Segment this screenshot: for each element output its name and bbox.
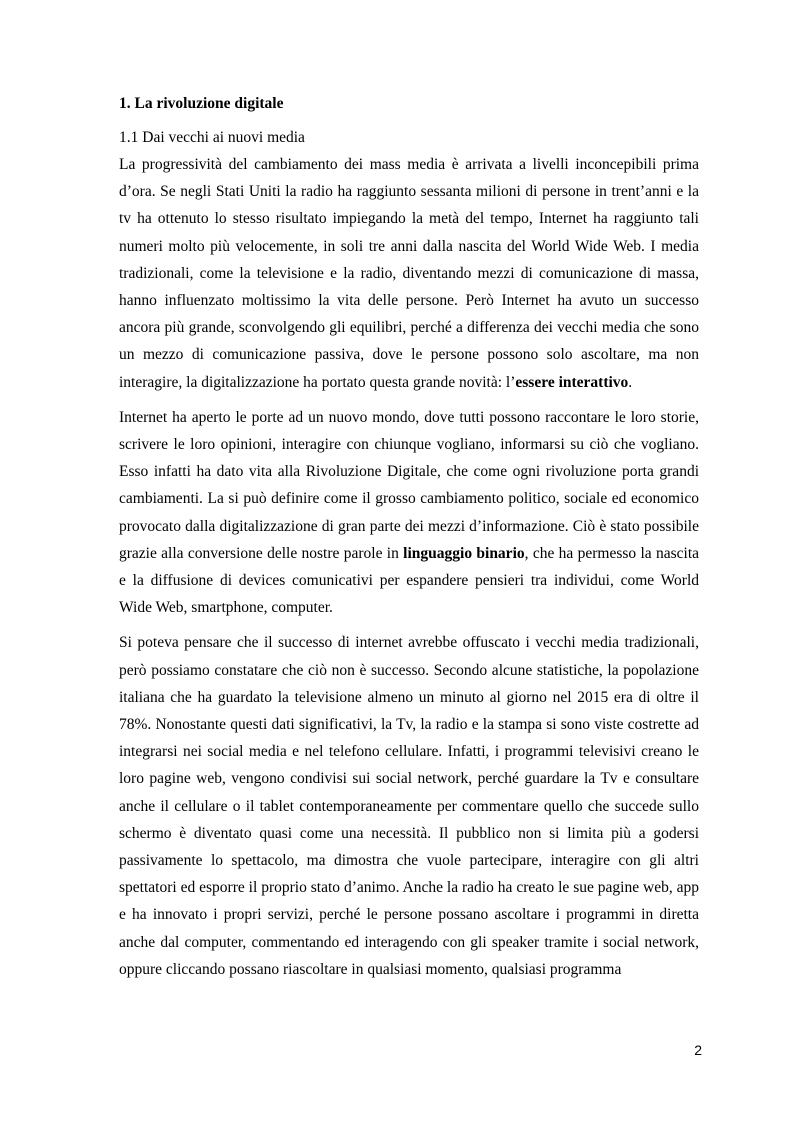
paragraph-2 <box>119 404 699 622</box>
page-number: 2 <box>694 1042 702 1058</box>
paragraph-1-text: La progressività del cambiamento dei mass media è arrivata a livelli inconcepibili prima d’ora. Se negli Stati Uniti la radio ha raggiunto sessanta milioni di persone in trent’anni e la tv ha ottenuto lo stesso risultato impiegando la metà del tempo, Internet ha raggiunto tali numeri molto più velocemente, in soli tre anni dalla nascita del World Wide Web. I media tradizionali, come la televisione e la radio, diventando mezzi di comunicazione di massa, hanno influenzato moltissimo la vita delle persone. Però Internet ha avuto un successo ancora più grande, sconvolgendo gli equilibri, perché a differenza dei vecchi media che sono un mezzo di comunicazione passiva, dove le persone possono solo ascoltare, ma non interagire, la digitalizzazione ha portato questa grande novità: l’ <box>119 156 699 391</box>
section-title: 1.1 Dai vecchi ai nuovi media <box>119 129 305 146</box>
chapter-title: 1. La rivoluzione digitale <box>119 95 284 112</box>
paragraph-1 <box>119 151 699 396</box>
paragraph-1-bold-term: essere interattivo <box>515 373 629 391</box>
page-content <box>119 94 699 991</box>
paragraph-3 <box>119 629 699 983</box>
paragraph-2-text-end: , che ha permesso la nascita e la diffusione di devices comunicativi per espandere pensieri tra individui, come World Wide Web, smartphone, computer. <box>119 544 699 617</box>
paragraph-2-text: Internet ha aperto le porte ad un nuovo mondo, dove tutti possono raccontare le loro storie, scrivere le loro opinioni, interagire con chiunque vogliano, informarsi su ciò che vogliano. Esso infatti ha dato vita alla Rivoluzione Digitale, che come ogni rivoluzione porta grandi cambiamenti. La si può definire come il grosso cambiamento politico, sociale ed economico provocato dalla digitalizzazione di gran parte dei mezzi d’informazione. Ciò è stato possibile grazie alla conversione delle nostre parole in <box>119 408 699 562</box>
paragraph-3-text: Si poteva pensare che il successo di internet avrebbe offuscato i vecchi media tradizionali, però possiamo constatare che ciò non è successo. Secondo alcune statistiche, la popolazione italiana che ha guardato la televisione almeno un minuto al giorno nel 2015 era di oltre il 78%. Nonostante questi dati significativi, la Tv, la radio e la stampa si sono viste costrette ad integrarsi nei social media e nel telefono cellulare. Infatti, i programmi televisivi creano le loro pagine web, vengono condivisi sui social network, perché guardare la Tv e consultare anche il cellulare o il tablet contemporaneamente per commentare quello che succede sullo schermo è diventato quasi come una necessità. Il pubblico non si limita più a godersi passivamente lo spettacolo, ma dimostra che vuole partecipare, interagire con gli altri spettatori ed esporre il proprio stato d’animo. Anche la radio ha creato le sue pagine web, app e ha innovato i propri servizi, perché le persone possano ascoltare i programmi in diretta anche dal computer, commentando ed interagendo con gli speaker tramite i social network, oppure cliccando possano riascoltare in qualsiasi momento, qualsiasi programma <box>119 634 699 978</box>
paragraph-1-text-end: . <box>628 373 633 391</box>
paragraph-2-bold-term: linguaggio binario <box>403 544 525 562</box>
